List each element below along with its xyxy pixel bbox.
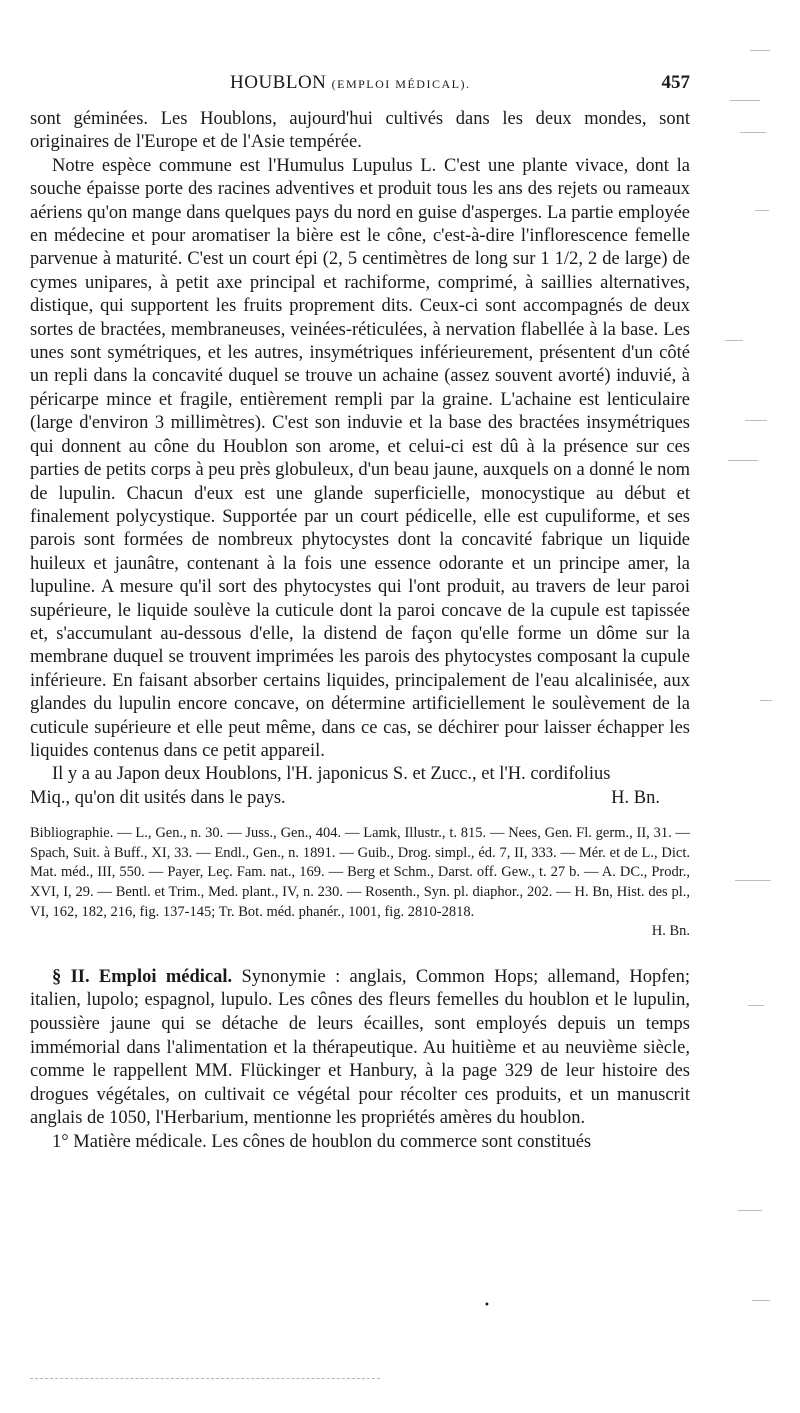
footer-mark: • <box>484 1300 490 1311</box>
paragraph-1: sont géminées. Les Houblons, aujourd'hui cultivés dans les deux mondes, sont originaires de l'Europe et de l'Asie tempérée. <box>30 109 690 153</box>
section-heading: § II. Emploi médical. <box>52 966 233 987</box>
bibliography <box>30 824 690 942</box>
bottom-bleed-through <box>30 1378 380 1379</box>
main-text <box>30 108 690 810</box>
signature-author: H. Bn. <box>611 787 660 808</box>
section-paragraph-1-text: Synonymie : anglais, Common Hops; allemand, Hopfen; italien, lupolo; espagnol, lupulo. Les cônes des fleurs femelles du houblon et le lupulin, poussière jaune qui se détache de leurs écailles, sont employés depuis un temps immémorial dans l'alimentation et la thérapeutique. Au huitième et au neuvième siècle, comme le rappellent MM. Flückinger et Hanbury, à la page 329 de leur histoire des drogues végétales, on cultivait ce végétal pour récolter ces produits, et un manuscrit anglais de 1050, l'Herbarium, mentionne les propriétés amères du houblon. <box>30 966 690 1129</box>
signature-line <box>30 787 690 810</box>
running-title-main: HOUBLON <box>230 72 327 93</box>
section-paragraph-1 <box>30 966 690 1131</box>
bibliography-text: Bibliographie. — L., Gen., n. 30. — Juss., Gen., 404. — Lamk, Illustr., t. 815. — Nees, Gen. Fl. germ., II, 31. — Spach, Suit. à Buff., XI, 33. — Endl., Gen., n. 1891. — Guib., Drog. simpl., éd. 7, II, 333. — Mér. et de L., Dict. Mat. méd., III, 550. — Payer, Leç. Fam. nat., 169. — Berg et Schm., Darst. off. Gew., t. 27 b. — A. DC., Prodr., XVI, I, 29. — Bentl. et Trim., Med. plant., IV, n. 230. — Rosenth., Syn. pl. diaphor., 202. — H. Bn, Hist. des pl., VI, 162, 182, 216, fig. 137-145; Tr. Bot. méd. phanér., 1001, fig. 2810-2818. <box>30 825 690 920</box>
margin-bleed-through <box>720 40 780 1340</box>
paragraph-2: Notre espèce commune est l'Humulus Lupulus L. C'est une plante vivace, dont la souche épaisse porte des racines adventives et produit tous les ans des rejets ou rameaux aériens qu'on mange dans quelques pays du nord en guise d'asperges. La partie employée en médecine et pour aromatiser la bière est le cône, c'est-à-dire l'inflorescence femelle parvenue à maturité. C'est un court épi (2, 5 centimètres de long sur 1 1/2, 2 de large) de cymes unipares, à petit axe principal et rachiforme, comprimé, à saillies alternatives, distique, qui supportent les fruits proprement dits. Ceux-ci sont accompagnés de deux sortes de bractées, membraneuses, veinées-réticulées, à nervation flabellée à la base. Les unes sont symétriques, et les autres, insymétriques inférieurement, présentent d'un côté un repli dans la concavité duquel se trouve un achaine (assez souvent avorté) induvié, à péricarpe mince et fragile, entièrement rempli par la graine. L'achaine est lenticulaire (large d'environ 3 millimètres). C'est son induvie et la base des bractées insymétriques qui donnent au cône du Houblon son arome, et celui-ci est dû à la présence sur ces parties de petits corps à peu près globuleux, d'un beau jaune, auxquels on a donné le nom de lupulin. Chacun d'eux est une glande superficielle, monocystique au début et finalement polycystique. Supportée par un court pédicelle, elle est cupuliforme, et ses parois sont formées de nombreux phytocystes dont la concavité fabrique un liquide huileux et jaunâtre, contenant à la fois une essence odorante et un principe amer, la lupuline. A mesure qu'il sort des phytocystes qui l'ont produit, au travers de leur paroi supérieure, le liquide soulève la cuticule dont la paroi concave de la cupule est tapissée et, s'accumulant au-dessous d'elle, la distend de façon qu'elle forme un dôme sur la membrane duquel se trouvent imprimées les parois des phytocystes composant la cupule inférieure. En faisant absorber certains liquides, principalement de l'eau alcalinisée, aux glandes du lupulin encore concave, on détermine artificiellement le soulèvement de la cuticule supérieure et elle peut même, dans ce cas, se déchirer pour laisser échapper les liquides contenus dans ce petit appareil. <box>30 155 690 761</box>
running-header <box>30 72 690 100</box>
page-number: 457 <box>661 72 690 93</box>
document-page <box>30 72 690 1155</box>
running-title <box>230 72 470 94</box>
bibliography-author: H. Bn. <box>651 923 690 940</box>
section-emploi-medical <box>30 966 690 1155</box>
paragraph-3: Il y a au Japon deux Houblons, l'H. japonicus S. et Zucc., et l'H. cordifolius <box>52 764 611 785</box>
section-paragraph-2: 1° Matière médicale. Les cônes de houblon du commerce sont constitués <box>52 1131 592 1152</box>
signature-line-text: Miq., qu'on dit usités dans le pays. <box>30 787 286 808</box>
running-title-sub: (EMPLOI MÉDICAL). <box>331 77 471 91</box>
